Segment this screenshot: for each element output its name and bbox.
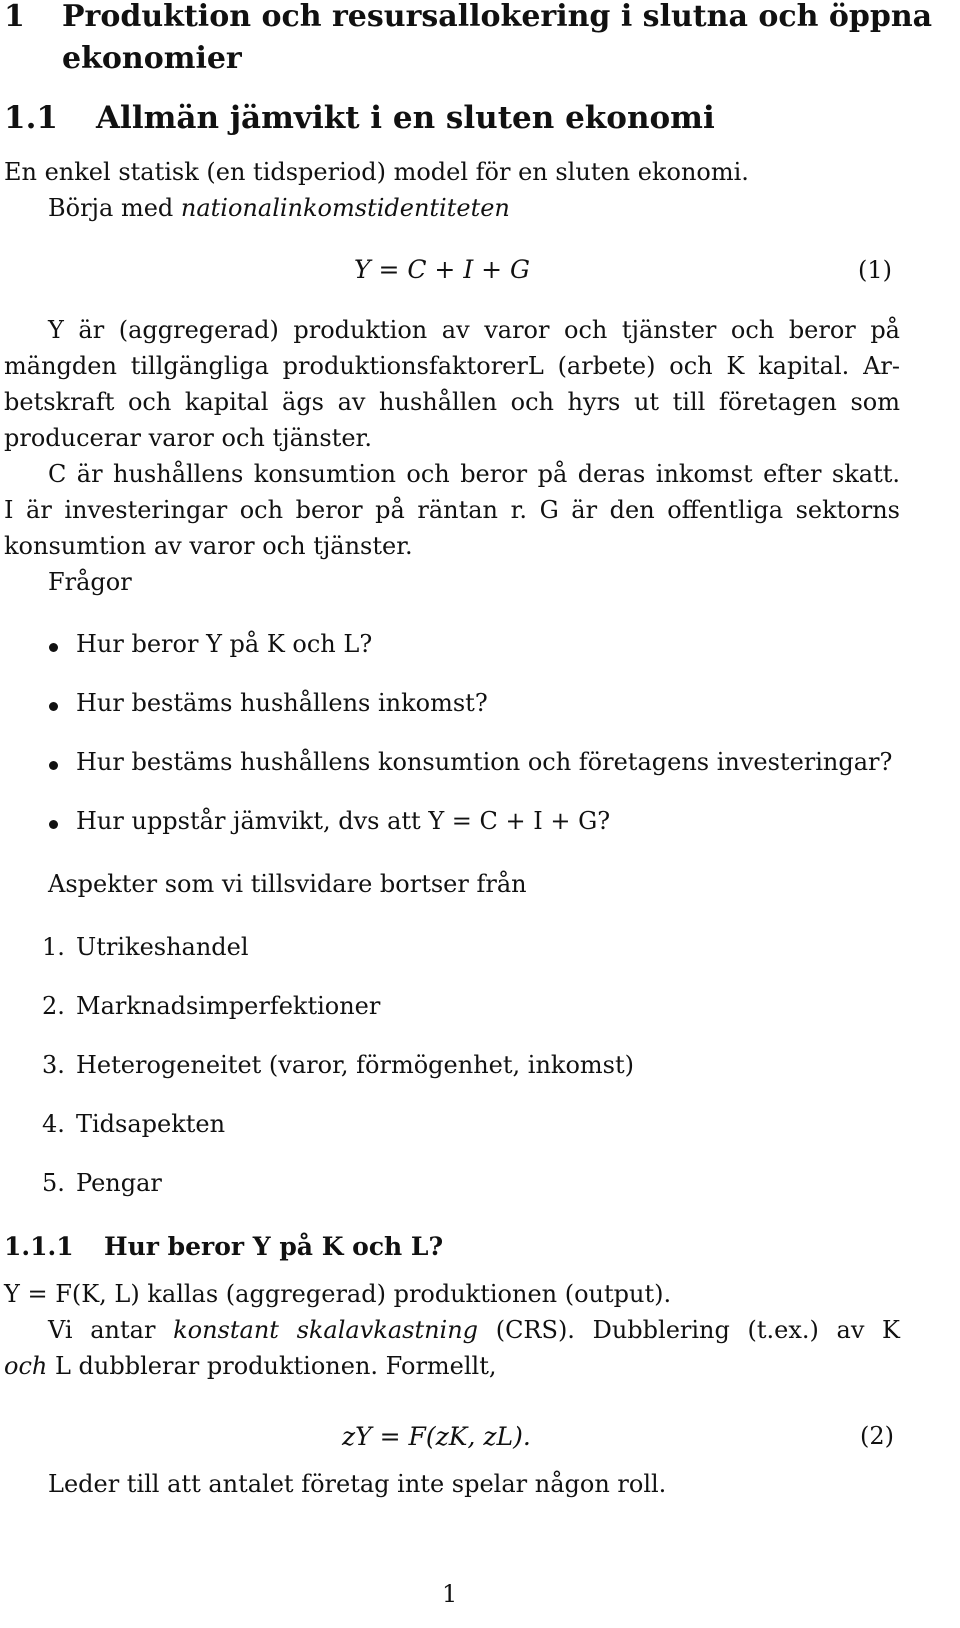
para2-line3: konsumtion av varor och tjänster. — [4, 532, 413, 560]
aspect-item: Heterogeneitet (varor, förmögenhet, inkomst) — [76, 1051, 634, 1079]
bullet-icon — [49, 702, 58, 711]
aspect-item: Utrikeshandel — [76, 933, 249, 961]
para3-line2 — [48, 1316, 900, 1344]
aspects-heading: Aspekter som vi tillsvidare bortser från — [48, 870, 527, 898]
aspect-number: 1. — [42, 933, 65, 961]
questions-heading: Frågor — [48, 568, 132, 596]
intro-line2-plain: Börja med — [48, 194, 181, 222]
question-item: Hur bestäms hushållens konsumtion och företagens investeringar? — [76, 748, 893, 776]
subsubsection-number: 1.1.1 — [4, 1232, 74, 1261]
aspect-item: Marknadsimperfektioner — [76, 992, 381, 1020]
para3-line3-italic: och — [4, 1352, 48, 1380]
closing-sentence: Leder till att antalet företag inte spelar någon roll. — [48, 1470, 667, 1498]
para2-line1: C är hushållens konsumtion och beror på deras inkomst efter skatt. — [48, 460, 900, 488]
aspect-number: 4. — [42, 1110, 65, 1138]
aspect-item: Tidsapekten — [76, 1110, 226, 1138]
subsection-title: Allmän jämvikt i en sluten ekonomi — [96, 100, 715, 136]
question-item: Hur bestäms hushållens inkomst? — [76, 689, 488, 717]
section-title-line2: ekonomier — [62, 41, 242, 76]
para3-line2-italic: konstant skalavkastning — [173, 1316, 479, 1344]
para1-line2: mängden tillgängliga produktionsfaktorerL (arbete) och K kapital. Ar- — [4, 352, 900, 380]
section-number: 1 — [4, 0, 25, 34]
para2-line2: I är investeringar och beror på räntan r. G är den offentliga sektorns — [4, 496, 900, 524]
para3-line3-b: L dubblerar produktionen. Formellt, — [47, 1352, 497, 1380]
bullet-icon — [49, 761, 58, 770]
intro-line1: En enkel statisk (en tidsperiod) model för en sluten ekonomi. — [4, 158, 749, 186]
equation-2-number: (2) — [860, 1422, 894, 1450]
page-number: 1 — [442, 1580, 458, 1608]
para3-line2-c: (CRS). Dubblering (t.ex.) av K — [478, 1316, 900, 1344]
question-item: Hur beror Y på K och L? — [76, 630, 373, 658]
aspect-item: Pengar — [76, 1169, 162, 1197]
para1-line4: producerar varor och tjänster. — [4, 424, 372, 452]
bullet-icon — [49, 820, 58, 829]
aspect-number: 3. — [42, 1051, 65, 1079]
subsubsection-title: Hur beror Y på K och L? — [104, 1232, 444, 1261]
aspect-number: 5. — [42, 1169, 65, 1197]
subsection-number: 1.1 — [4, 100, 58, 136]
para3-line3 — [4, 1352, 497, 1380]
para3-line2-a: Vi antar — [48, 1316, 174, 1344]
para1-line1: Y är (aggregerad) produktion av varor och tjänster och beror på — [48, 316, 900, 344]
equation-2: zY = F(zK, zL). — [342, 1422, 531, 1451]
intro-line2-italic: nationalinkomstidentiteten — [180, 194, 510, 222]
equation-1: Y = C + I + G — [354, 255, 531, 284]
aspect-number: 2. — [42, 992, 65, 1020]
bullet-icon — [49, 643, 58, 652]
para1-line3: betskraft och kapital ägs av hushållen och hyrs ut till företagen som — [4, 388, 900, 416]
section-title-line1: Produktion och resursallokering i slutna och öppna — [62, 0, 933, 34]
para3-line1: Y = F(K, L) kallas (aggregerad) produktionen (output). — [4, 1280, 672, 1308]
question-item: Hur uppstår jämvikt, dvs att Y = C + I + G? — [76, 807, 611, 835]
equation-1-number: (1) — [858, 256, 892, 284]
intro-line2 — [48, 194, 510, 222]
